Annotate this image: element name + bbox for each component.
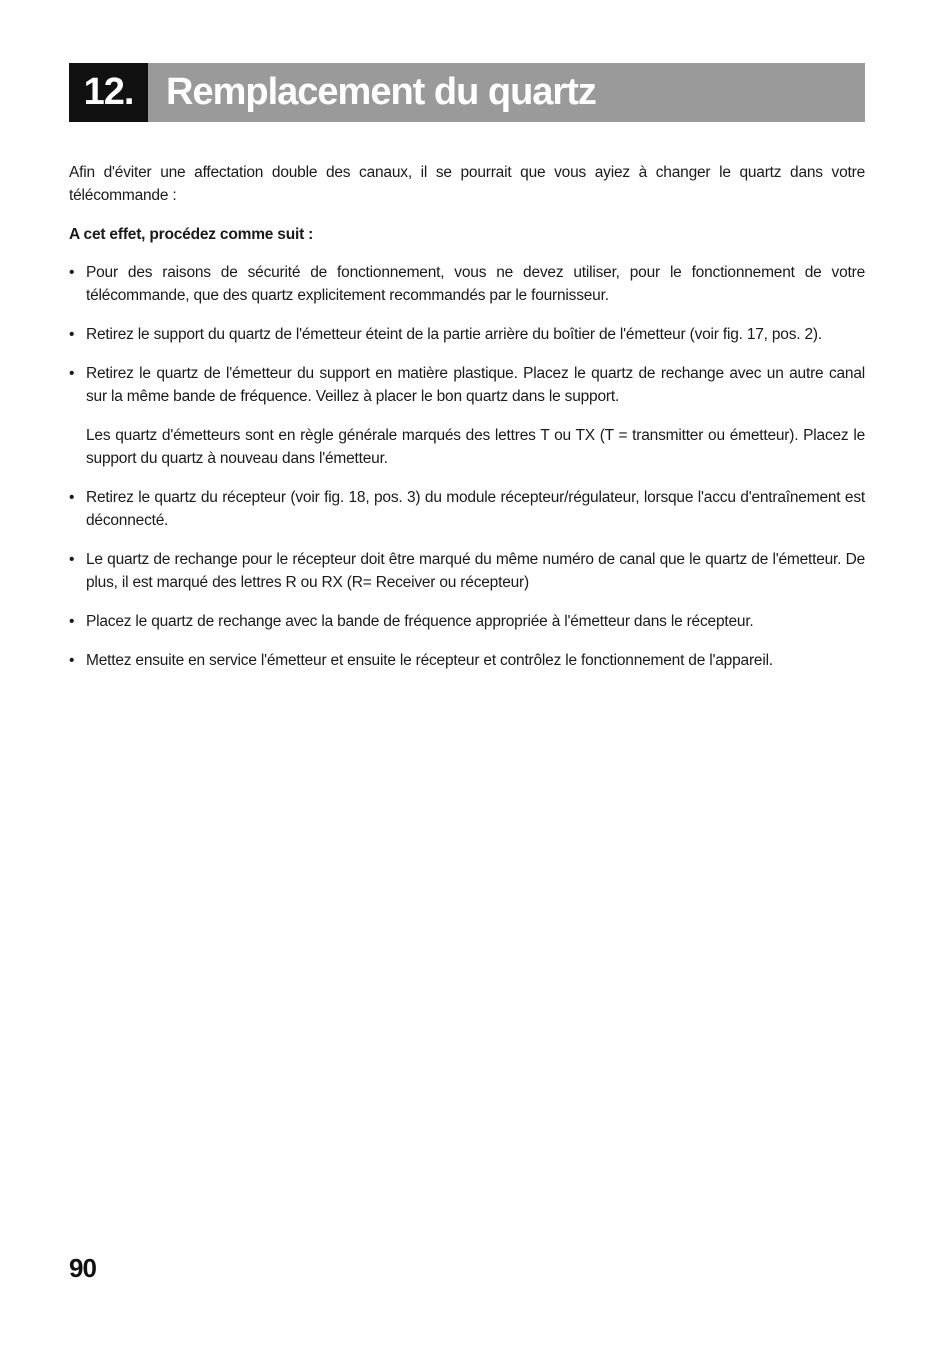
list-item [69,261,865,307]
list-item [69,649,865,672]
list-item-text: Placez le quartz de rechange avec la bande de fréquence appropriée à l'émetteur dans le récepteur. [86,613,754,630]
procedure-list [69,261,865,672]
bullet-icon: • [69,326,75,343]
list-item-text: Mettez ensuite en service l'émetteur et ensuite le récepteur et contrôlez le fonctionnement de l'appareil. [86,652,773,669]
bullet-icon: • [69,365,75,382]
page-number: 90 [69,1253,96,1283]
list-item [69,610,865,633]
bullet-icon: • [69,613,75,630]
bullet-icon: • [69,652,75,669]
list-item-text: Pour des raisons de sécurité de fonctionnement, vous ne devez utiliser, pour le fonctionnement de votre télécommande, que des quartz explicitement recommandés par le fournisseur. [86,264,865,304]
bullet-icon: • [69,264,75,281]
section-title: Remplacement du quartz [166,71,596,113]
bullet-icon: • [69,489,75,506]
list-item [69,362,865,470]
bullet-icon: • [69,551,75,568]
list-item-text: Retirez le support du quartz de l'émetteur éteint de la partie arrière du boîtier de l'émetteur (voir fig. 17, pos. 2). [86,326,822,343]
list-item [69,486,865,532]
list-item-text: Le quartz de rechange pour le récepteur doit être marqué du même numéro de canal que le quartz de l'émetteur. De plus, il est marqué des lettres R ou RX (R= Receiver ou récepteur) [86,551,865,591]
list-item-text: Retirez le quartz de l'émetteur du support en matière plastique. Placez le quartz de rechange avec un autre canal sur la même bande de fréquence. Veillez à placer le bon quartz dans le support. [86,365,865,405]
list-item [69,548,865,594]
list-item [69,323,865,346]
list-item-text: Retirez le quartz du récepteur (voir fig. 18, pos. 3) du module récepteur/régulateur, lorsque l'accu d'entraînement est déconnecté. [86,489,865,529]
procedure-heading: A cet effet, procédez comme suit : [69,226,314,243]
section-number: 12. [69,63,148,122]
list-item-text: Les quartz d'émetteurs sont en règle générale marqués des lettres T ou TX (T = transmitter ou émetteur). Placez le support du quartz à nouveau dans l'émetteur. [86,427,865,467]
intro-paragraph: Afin d'éviter une affectation double des canaux, il se pourrait que vous ayiez à changer le quartz dans votre télécommande : [69,164,865,204]
page-content [69,161,865,688]
section-header [69,63,865,122]
